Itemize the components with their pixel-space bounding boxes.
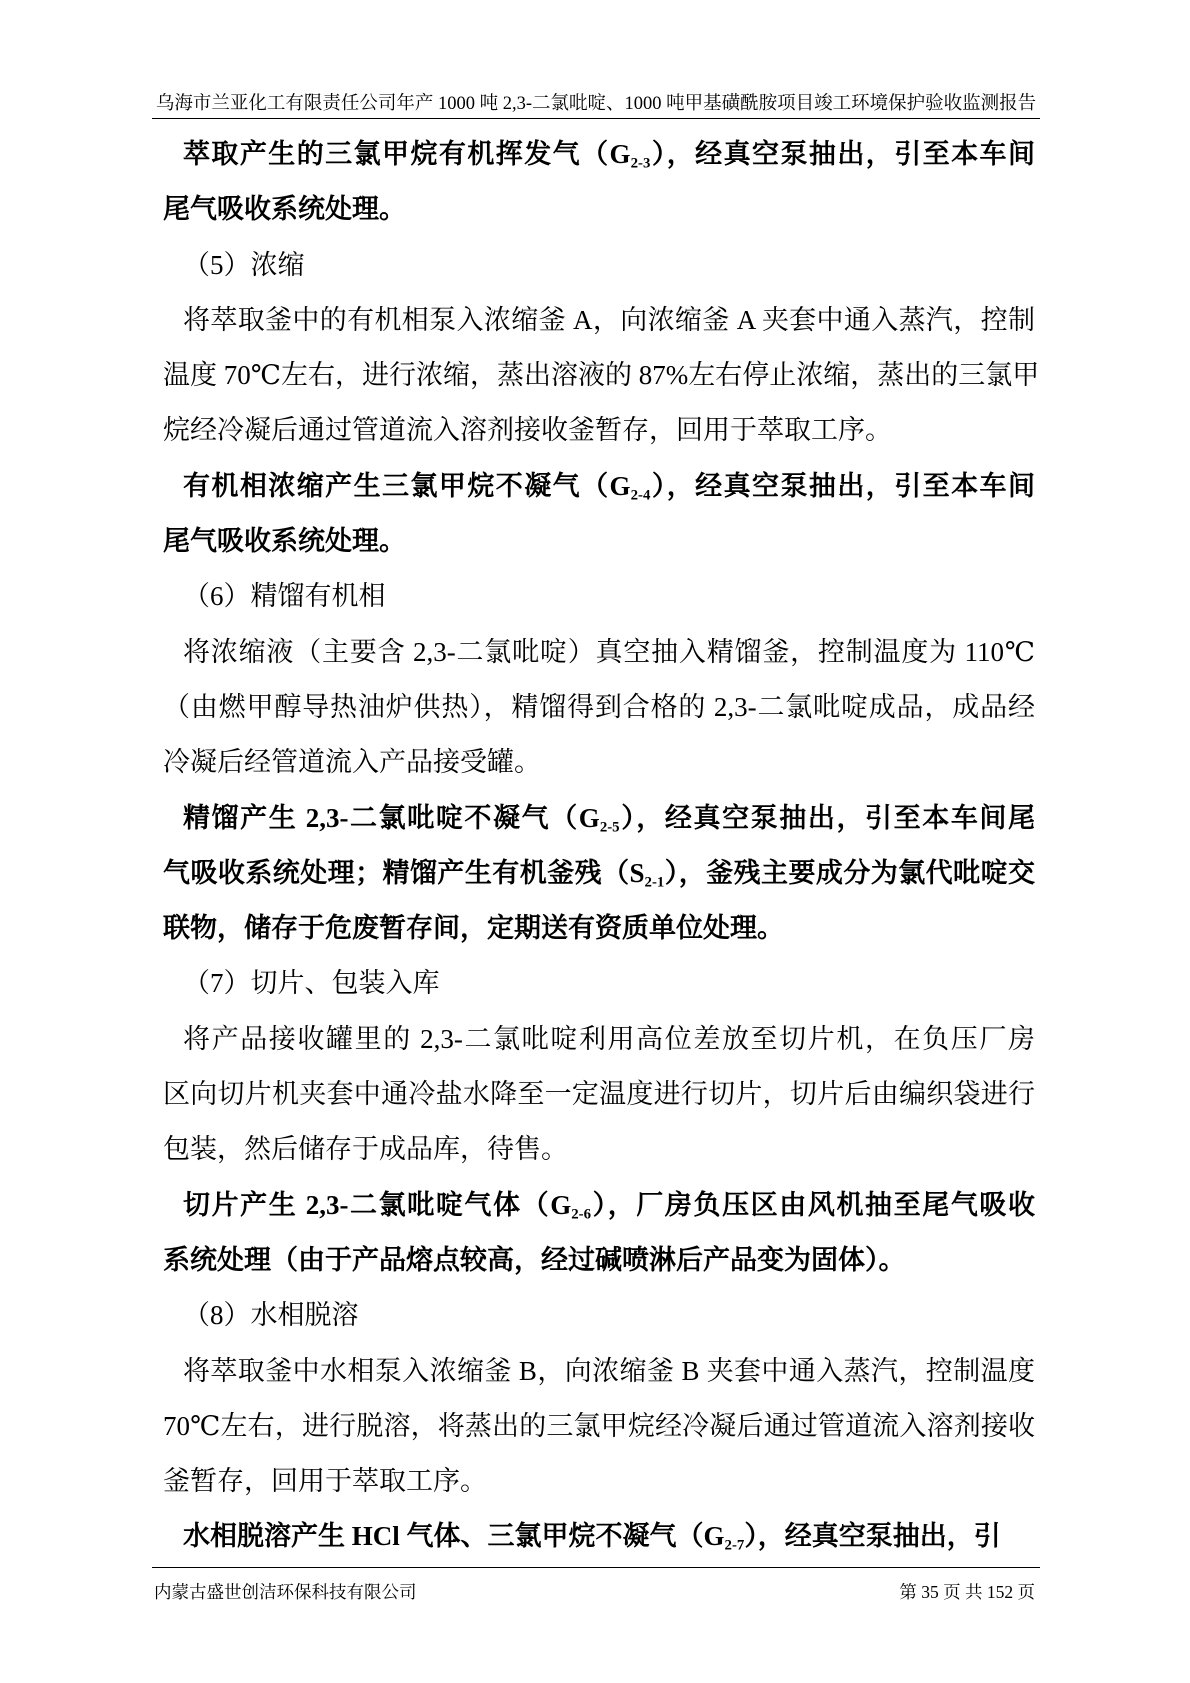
emphasis-paragraph: [163, 127, 1035, 238]
text-line: 有机相浓缩产生三氯甲烷不凝气$(G_{2-4})$，经真空泵抽出，引至本车间: [183, 470, 1035, 504]
footer-page-number: 第 35 页 共 152 页: [899, 1582, 1035, 1602]
text-line: 70℃左右，进行脱溶，将蒸出的三氯甲烷经冷凝后通过管道流入溶剂接收: [163, 1410, 1035, 1441]
body-paragraph: [163, 625, 1035, 791]
text-line: 釜暂存，回用于萃取工序。: [163, 1466, 487, 1497]
subscript: 2-3: [630, 155, 651, 172]
text-line: 将浓缩液（主要含 2,3-二氯吡啶）真空抽入精馏釜，控制温度为 110℃: [183, 636, 1035, 667]
text-line: 气吸收系统处理；精馏产生有机釜残$(S_{2-1})$，釜残主要成分为氯代吡啶交: [163, 857, 1036, 891]
text-line: 冷凝后经管道流入产品接受罐。: [163, 747, 541, 778]
text-line: 尾气吸收系统处理。: [163, 194, 406, 225]
text-line: 尾气吸收系统处理。: [163, 526, 406, 557]
emphasis-paragraph: [163, 1178, 1035, 1289]
emphasis-paragraph: [163, 791, 1035, 957]
text-line: 将产品接收罐里的 2,3-二氯吡啶利用高位差放至切片机，在负压厂房: [183, 1023, 1035, 1054]
text-line: 温度 70℃左右，进行浓缩，蒸出溶液的 87%左右停止浓缩，蒸出的三氯甲: [163, 360, 1040, 391]
text-line: 切片产生 2,3-二氯吡啶气体$(G_{2-6})$，厂房负压区由风机抽至尾气吸收: [183, 1189, 1036, 1223]
header-title: 乌海市兰亚化工有限责任公司年产 1000 吨 2,3-二氯吡啶、1000 吨甲基磺酰胺项目竣工环境保护验收监测报告: [155, 94, 1037, 114]
text-line: 区向切片机夹套中通冷盐水降至一定温度进行切片，切片后由编织袋进行: [163, 1079, 1035, 1110]
text-line: 将萃取釜中水相泵入浓缩釜 B，向浓缩釜 B 夹套中通入蒸汽，控制温度: [183, 1355, 1035, 1386]
text-line: （5）浓缩: [183, 249, 305, 280]
body-paragraph: [163, 1344, 1035, 1510]
text-line: 萃取产生的三氯甲烷有机挥发气$(G_{2-3})$，经真空泵抽出，引至本车间: [183, 139, 1035, 172]
text-line: 精馏产生 2,3-二氯吡啶不凝气$(G_{2-5})$，经真空泵抽出，引至本车间尾: [183, 802, 1036, 836]
text-line: （由燃甲醇导热油炉供热），精馏得到合格的 2,3-二氯吡啶成品，成品经: [163, 691, 1035, 722]
body-text: [163, 127, 1040, 1565]
text-line: 烷经冷凝后通过管道流入溶剂接收釜暂存，回用于萃取工序。: [163, 415, 892, 446]
section-heading: [163, 569, 1035, 624]
emphasis-paragraph: [163, 1509, 1035, 1564]
subscript: 2-1: [644, 874, 665, 891]
text-line: 包装，然后储存于成品库，待售。: [163, 1134, 568, 1165]
section-heading: [163, 238, 1035, 293]
running-footer: [152, 1567, 1040, 1604]
running-header: [152, 92, 1040, 119]
subscript: 2-5: [599, 819, 620, 836]
body-paragraph: [163, 293, 1040, 459]
section-heading: [163, 956, 1035, 1011]
text-line: 系统处理（由于产品熔点较高，经过碱喷淋后产品变为固体）。: [163, 1244, 906, 1275]
subscript: 2-4: [630, 487, 651, 504]
subscript: 2-7: [724, 1537, 745, 1554]
text-line: 将萃取釜中的有机相泵入浓缩釜 A，向浓缩釜 A 夹套中通入蒸汽，控制: [183, 304, 1035, 335]
section-heading: [163, 1288, 1035, 1343]
text-line: 水相脱溶产生 HCl 气体、三氯甲烷不凝气$(G_{2-7})$，经真空泵抽出，引: [183, 1521, 1001, 1554]
text-line: （8）水相脱溶: [183, 1300, 359, 1331]
emphasis-paragraph: [163, 459, 1035, 570]
footer-company: 内蒙古盛世创洁环保科技有限公司: [154, 1582, 417, 1602]
text-line: 联物，储存于危废暂存间，定期送有资质单位处理。: [163, 913, 784, 944]
text-line: （6）精馏有机相: [183, 581, 386, 612]
text-line: （7）切片、包装入库: [183, 968, 440, 999]
subscript: 2-6: [571, 1206, 592, 1223]
body-paragraph: [163, 1012, 1035, 1178]
